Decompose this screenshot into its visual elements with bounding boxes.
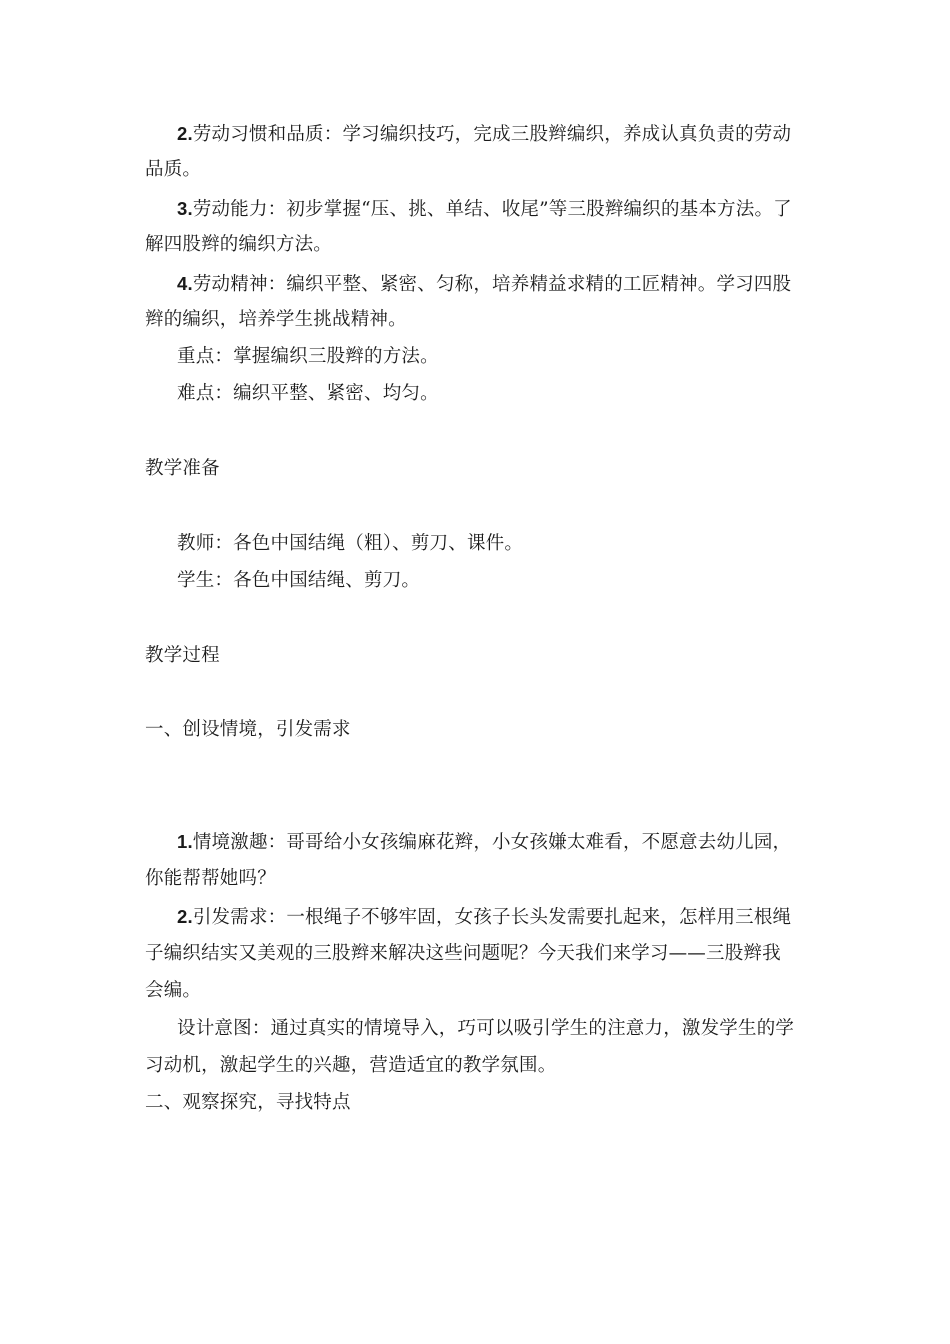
item-2-number: 2. bbox=[177, 906, 193, 927]
item-1-number: 1. bbox=[177, 831, 193, 852]
process-heading: 教学过程 bbox=[145, 645, 220, 666]
goal-4-line-2: 辫的编织，培养学生挑战精神。 bbox=[145, 309, 407, 330]
section-1-item-2-line-3: 会编。 bbox=[145, 980, 202, 1001]
goal-3-line-1: 3.劳动能力：初步掌握“压、挑、单结、收尾”等三股辫编织的基本方法。了 bbox=[177, 198, 792, 220]
key-point: 重点：掌握编织三股辫的方法。 bbox=[177, 346, 439, 367]
section-1-item-2-line-1: 2.引发需求：一根绳子不够牢固，女孩子长头发需要扎起来，怎样用三根绳 bbox=[177, 906, 792, 928]
goal-3-line-2: 解四股辫的编织方法。 bbox=[145, 234, 333, 255]
design-intent-line-1: 设计意图：通过真实的情境导入，巧可以吸引学生的注意力，激发学生的学 bbox=[177, 1018, 795, 1039]
section-1-item-2-line-2: 子编织结实又美观的三股辫来解决这些问题呢？今天我们来学习——三股辫我 bbox=[145, 943, 781, 964]
goal-2-number: 2. bbox=[177, 123, 193, 144]
goal-2-line-1: 2.劳动习惯和品质：学习编织技巧，完成三股辫编织，养成认真负责的劳动 bbox=[177, 123, 792, 145]
goal-4-line-1: 4.劳动精神：编织平整、紧密、匀称，培养精益求精的工匠精神。学习四股 bbox=[177, 273, 792, 295]
prep-heading: 教学准备 bbox=[145, 458, 220, 479]
goal-3-number: 3. bbox=[177, 198, 193, 219]
design-intent-line-2: 习动机，激起学生的兴趣，营造适宜的教学氛围。 bbox=[145, 1055, 557, 1076]
section-1-item-1-line-2: 你能帮帮她吗？ bbox=[145, 868, 276, 889]
goal-4-number: 4. bbox=[177, 273, 193, 294]
goal-2-line-2: 品质。 bbox=[145, 159, 202, 180]
section-1-item-1-line-1: 1.情境激趣：哥哥给小女孩编麻花辫，小女孩嫌太难看，不愿意去幼儿园， bbox=[177, 831, 792, 853]
prep-teacher: 教师：各色中国结绳（粗）、剪刀、课件。 bbox=[177, 533, 524, 554]
section-1-heading: 一、创设情境，引发需求 bbox=[145, 719, 351, 740]
section-2-heading: 二、观察探究，寻找特点 bbox=[145, 1092, 351, 1113]
difficult-point: 难点：编织平整、紧密、均匀。 bbox=[177, 383, 439, 404]
prep-student: 学生：各色中国结绳、剪刀。 bbox=[177, 570, 421, 591]
